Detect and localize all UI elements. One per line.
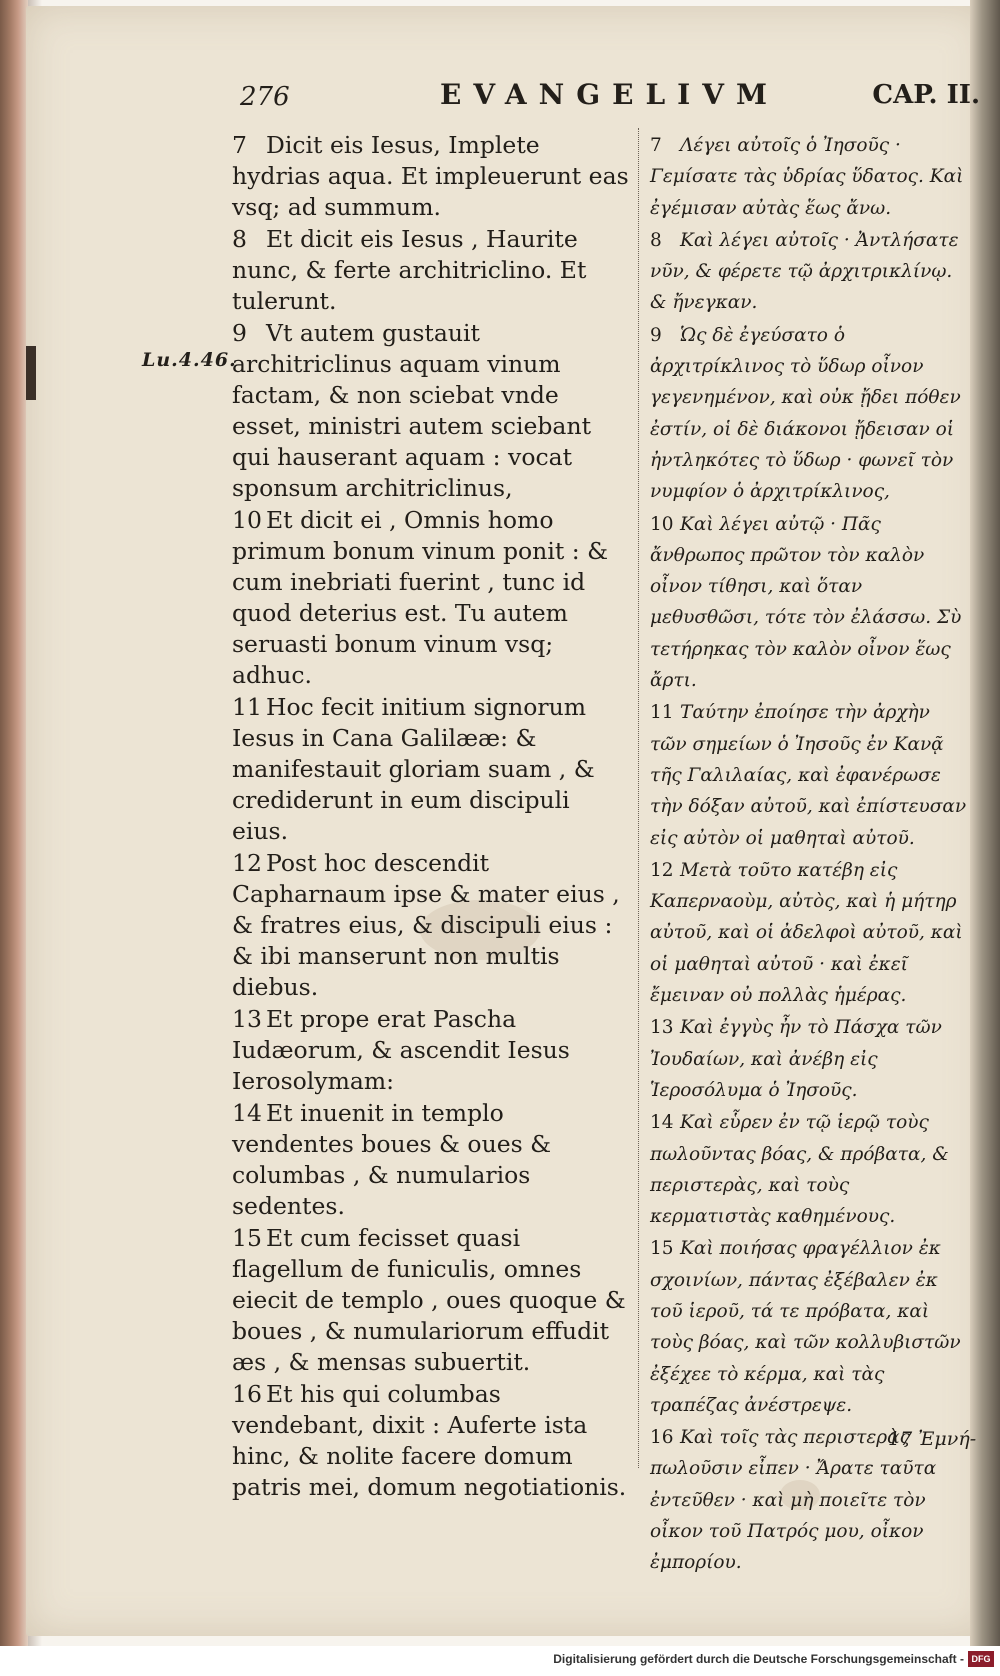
latin-verse xyxy=(232,1004,630,1097)
latin-verse xyxy=(232,1379,630,1503)
verse-text: Ὡς δὲ ἐγεύσατο ὁ ἀρχιτρίκλινος τὸ ὕδωρ οἶνον γεγενημένον, καὶ οὐκ ᾔδει πόθεν ἐστίν, οἱ δὲ διάκονοι ᾔδεισαν οἱ ἠντληκότες τὸ ὕδωρ · φωνεῖ τὸν νυμφίον ὁ ἀρχιτρίκλινος, xyxy=(650,324,961,503)
verse-number: 14 xyxy=(650,1112,674,1134)
verse-number: 8 xyxy=(650,229,662,251)
latin-verse xyxy=(232,318,630,504)
verse-number: 9 xyxy=(232,319,247,347)
verse-number: 15 xyxy=(650,1238,674,1260)
verse-text: Μετὰ τοῦτο κατέβη εἰς Καπερναοὺμ, αὐτὸς, καὶ ἡ μήτηρ αὐτοῦ, καὶ οἱ ἀδελφοὶ αὐτοῦ, καὶ οἱ μαθηταὶ αὐτοῦ · καὶ ἐκεῖ ἔμειναν οὐ πολλὰς ἡμέρας. xyxy=(650,859,963,1007)
footer-bar xyxy=(0,1646,1000,1676)
verse-number: 10 xyxy=(232,506,262,534)
verse-number: 10 xyxy=(650,513,674,535)
latin-verse xyxy=(232,505,630,691)
page-gutter-shadow xyxy=(970,0,1000,1646)
verse-text: Καὶ λέγει αὐτῷ · Πᾶς ἄνθρωπος πρῶτον τὸν καλὸν οἶνον τίθησι, καὶ ὅταν μεθυσθῶσι, τότε τὸν ἐλάσσω. Σὺ τετήρηκας τὸν καλὸν οἶνον ἕως ἄρτι. xyxy=(650,513,962,692)
verse-number: 7 xyxy=(232,131,247,159)
greek-verse xyxy=(650,1233,972,1421)
verse-text: Καὶ τοῖς τὰς περιστερὰς πωλοῦσιν εἶπεν · Ἄρατε ταῦτα ἐντεῦθεν · καὶ μὴ ποιεῖτε τὸν οἶκον τοῦ Πατρός μου, οἶκον ἐμπορίου. xyxy=(650,1427,937,1574)
greek-verse xyxy=(650,1107,972,1232)
verse-text: Et prope erat Pascha Iudæorum, & ascendit Iesus Ierosolymam: xyxy=(232,1005,570,1095)
verse-text: Et his qui columbas vendebant, dixit : Auferte ista hinc, & nolite facere domum patris mei, domum negotiationis. xyxy=(232,1380,627,1501)
verse-text: Καὶ εὗρεν ἐν τῷ ἱερῷ τοὺς πωλοῦντας βόας, & πρόβατα, & περιστερὰς, καὶ τοὺς κερματιστὰς καθημένους. xyxy=(650,1112,949,1228)
verse-text: Καὶ ποιήσας φραγέλλιον ἐκ σχοινίων, πάντας ἐξέβαλεν ἐκ τοῦ ἱεροῦ, τά τε πρόβατα, καὶ τοὺς βόας, καὶ τῶν κολλυβιστῶν ἐξέχεε τὸ κέρμα, καὶ τὰς τραπέζας ἀνέστρεψε. xyxy=(650,1238,961,1416)
latin-verse xyxy=(232,848,630,1003)
verse-text: Καὶ λέγει αὐτοῖς · Ἀντλήσατε νῦν, & φέρετε τῷ ἀρχιτρικλίνῳ. & ἤνεγκαν. xyxy=(650,229,959,314)
greek-column xyxy=(650,130,972,1580)
column-divider xyxy=(638,128,639,1468)
latin-verse xyxy=(232,130,630,223)
verse-number: 14 xyxy=(232,1099,262,1127)
greek-verse xyxy=(650,509,972,697)
verse-number: 13 xyxy=(650,1017,674,1039)
page-number: 276 xyxy=(240,82,290,112)
verse-text: Vt autem gustauit architriclinus aquam vinum factam, & non sciebat vnde esset, ministri autem sciebant qui hauserant aquam : vocat sponsum architriclinus, xyxy=(232,319,592,502)
verse-number: 9 xyxy=(650,324,662,346)
verse-text: Λέγει αὐτοῖς ὁ Ἰησοῦς · Γεμίσατε τὰς ὑδρίας ὕδατος. Καὶ ἐγέμισαν αὐτὰς ἕως ἄνω. xyxy=(650,135,964,219)
verse-number: 16 xyxy=(232,1380,262,1408)
verse-text: Et dicit ei , Omnis homo primum bonum vinum ponit : & cum inebriati fuerint , tunc id quod deterius est. Tu autem seruasti bonum vinum vsq; adhuc. xyxy=(232,506,609,689)
latin-verse xyxy=(232,692,630,847)
verse-number: 12 xyxy=(650,859,674,881)
verse-number: 11 xyxy=(232,693,262,721)
latin-verse xyxy=(232,1098,630,1222)
verse-text: Et cum fecisset quasi flagellum de funiculis, omnes eiecit de templo , oues quoque & boues , & numulariorum effudit æs , & mensas subuertit. xyxy=(232,1224,626,1376)
book-spine xyxy=(0,0,28,1646)
verse-number: 13 xyxy=(232,1005,262,1033)
greek-verse xyxy=(650,1012,972,1106)
dfg-logo-icon: DFG xyxy=(968,1651,994,1667)
verse-text: Hoc fecit initium signorum Iesus in Cana Galilææ: & manifestauit gloriam suam , & crediderunt in eum discipuli eius. xyxy=(232,693,595,845)
page-tab-mark xyxy=(26,346,36,400)
marginal-reference: Lu.4.46. xyxy=(142,349,237,371)
verse-number: 16 xyxy=(650,1427,674,1449)
verse-number: 11 xyxy=(650,702,674,724)
verse-number: 7 xyxy=(650,135,662,156)
verse-text: Et dicit eis Iesus , Haurite nunc, & ferte architriclino. Et tulerunt. xyxy=(232,225,587,315)
verse-number: 12 xyxy=(232,849,262,877)
latin-verse xyxy=(232,1223,630,1378)
greek-verse xyxy=(650,130,972,224)
catchword: 17 Ἐμνή- xyxy=(888,1428,977,1450)
latin-column xyxy=(232,130,630,1504)
verse-number: 15 xyxy=(232,1224,262,1252)
running-head xyxy=(240,78,980,118)
verse-text: Dicit eis Iesus, Implete hydrias aqua. Et impleuerunt eas vsq; ad summum. xyxy=(232,131,629,221)
funding-credit: Digitalisierung gefördert durch die Deutsche Forschungsgemeinschaft - xyxy=(553,1652,964,1666)
verse-text: Post hoc descendit Capharnaum ipse & mater eius , & fratres eius, & discipuli eius : & ibi manserunt non multis diebus. xyxy=(232,849,620,1001)
verse-number: 8 xyxy=(232,225,247,253)
latin-verse xyxy=(232,224,630,317)
greek-verse xyxy=(650,320,972,508)
greek-verse xyxy=(650,225,972,319)
chapter-label: CAP. II. xyxy=(872,80,980,110)
greek-verse xyxy=(650,697,972,853)
verse-text: Et inuenit in templo vendentes boues & oues & columbas , & numularios sedentes. xyxy=(232,1099,552,1220)
verse-text: Ταύτην ἐποίησε τὴν ἀρχὴν τῶν σημείων ὁ Ἰησοῦς ἐν Κανᾷ τῆς Γαλιλαίας, καὶ ἐφανέρωσε τὴν δόξαν αὐτοῦ, καὶ ἐπίστευσαν εἰς αὐτὸν οἱ μαθηταὶ αὐτοῦ. xyxy=(650,702,967,849)
greek-verse xyxy=(650,855,972,1011)
page-title: EVANGELIVM xyxy=(440,78,779,111)
verse-text: Καὶ ἐγγὺς ἦν τὸ Πάσχα τῶν Ἰουδαίων, καὶ ἀνέβη εἰς Ἱεροσόλυμα ὁ Ἰησοῦς. xyxy=(650,1017,942,1101)
